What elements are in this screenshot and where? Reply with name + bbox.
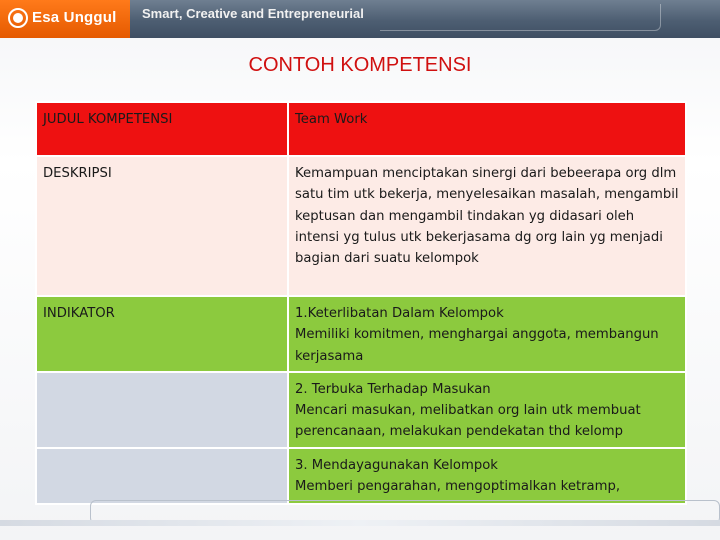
indicator-cell-3 xyxy=(288,448,686,504)
indicator-cell-2 xyxy=(288,372,686,448)
description-value: Kemampuan menciptakan sinergi dari bebeerapa org dlm satu tim utk bekerja, menyelesaikan masalah, mengambil keptusan dan mengambil tindakan yg didasari oleh intensi yg tulus utk bekerjasama dg org lain yg menjadi bagian dari suatu kelompok xyxy=(288,156,686,296)
indicator-1-desc: Memiliki komitmen, menghargai anggota, membangun kerjasama xyxy=(295,327,659,364)
indicator-cell-1 xyxy=(288,296,686,372)
indicator-label: INDIKATOR xyxy=(36,296,288,372)
description-label: DESKRIPSI xyxy=(36,156,288,296)
table-row xyxy=(36,102,686,156)
table-row xyxy=(36,296,686,372)
competency-title-label: JUDUL KOMPETENSI xyxy=(36,102,288,156)
indicator-3-desc: Memberi pengarahan, mengoptimalkan ketramp, xyxy=(295,479,621,495)
competency-table xyxy=(35,101,687,505)
logo-text: Esa Unggul xyxy=(32,9,117,26)
tagline: Smart, Creative and Entrepreneurial xyxy=(142,6,364,21)
empty-cell xyxy=(36,372,288,448)
indicator-2-desc: Mencari masukan, melibatkan org lain utk membuat perencanaan, melakukan pendekatan thd kelomp xyxy=(295,403,641,440)
table-row xyxy=(36,372,686,448)
empty-cell xyxy=(36,448,288,504)
competency-title-value: Team Work xyxy=(288,102,686,156)
indicator-2-title: 2. Terbuka Terhadap Masukan xyxy=(295,381,491,397)
indicator-3-title: 3. Mendayagunakan Kelompok xyxy=(295,457,498,473)
indicator-1-title: 1.Keterlibatan Dalam Kelompok xyxy=(295,306,504,321)
logo xyxy=(0,0,130,38)
footer-line xyxy=(0,520,720,526)
table-row xyxy=(36,448,686,504)
decorative-outline xyxy=(380,4,661,31)
table-row xyxy=(36,156,686,296)
slide-title: CONTOH KOMPETENSI xyxy=(248,54,472,76)
header-bar xyxy=(0,0,720,38)
logo-emblem-icon xyxy=(8,8,28,28)
